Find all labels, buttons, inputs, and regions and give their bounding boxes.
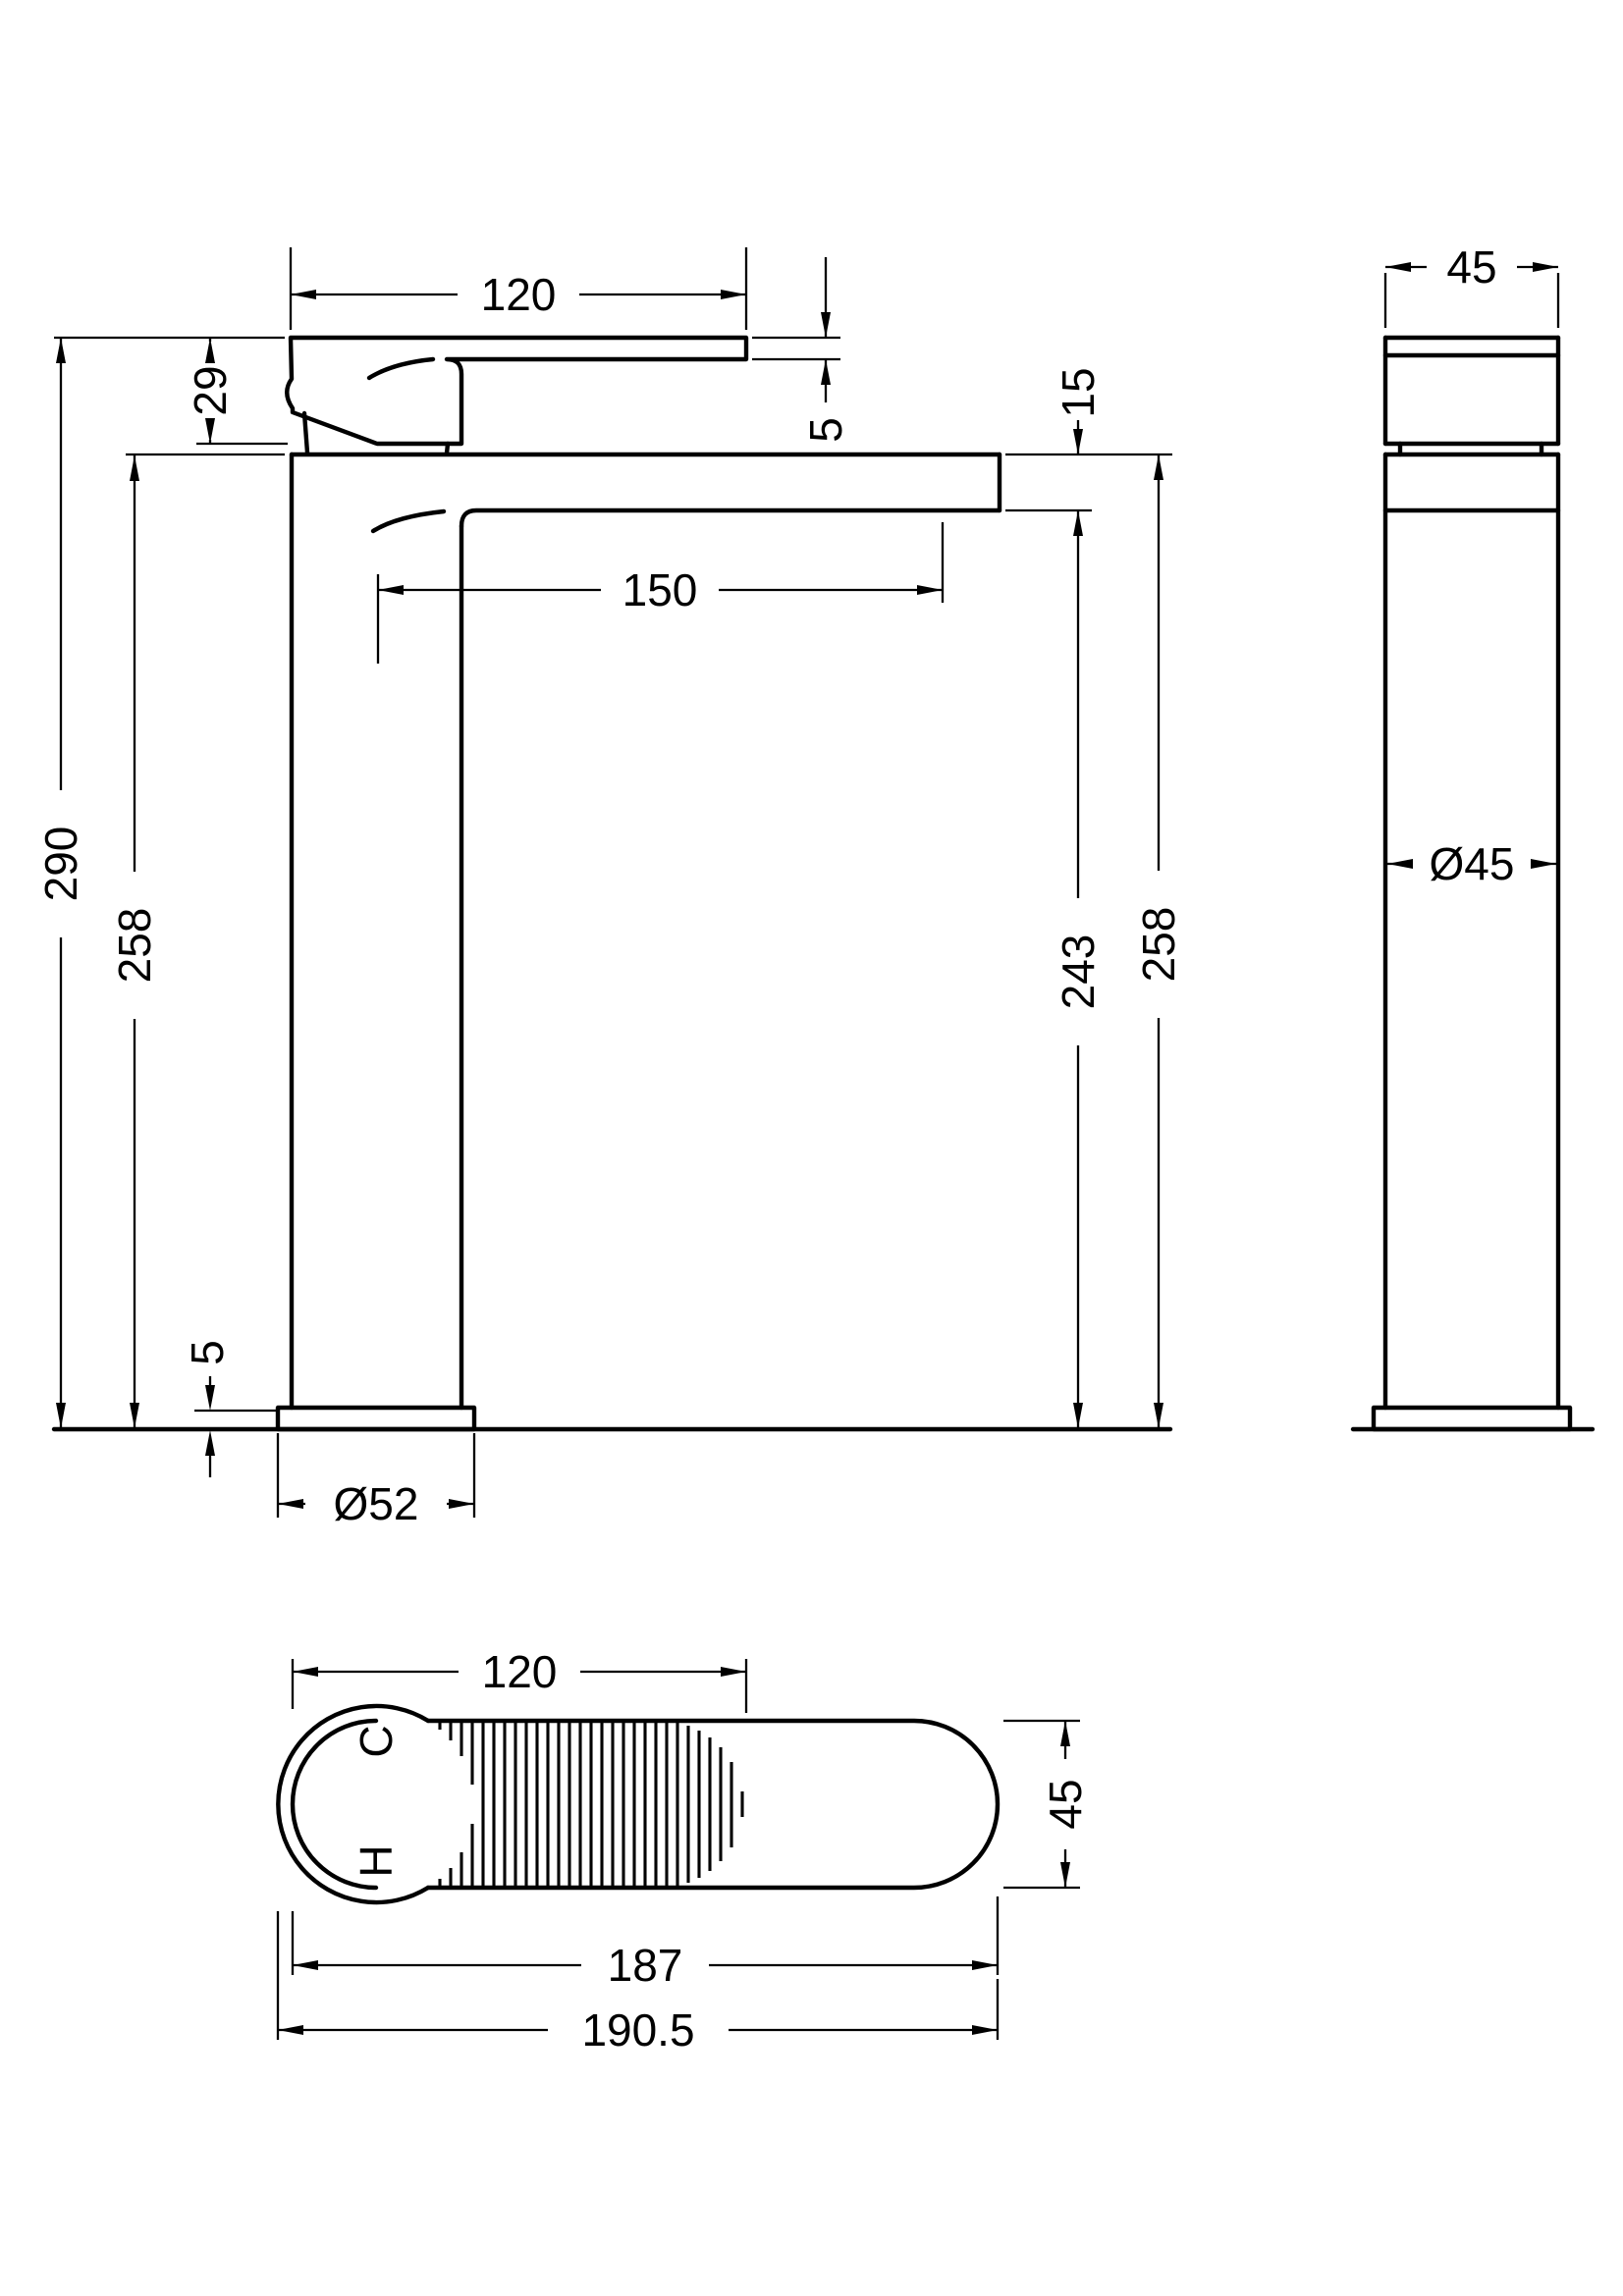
- base-plate: [278, 1408, 474, 1429]
- spout-sculpt-curve: [373, 511, 444, 531]
- label-side-column-diameter: Ø45: [1429, 838, 1515, 889]
- dimension-lines: [54, 247, 1558, 2040]
- handle-outline: [287, 338, 746, 444]
- label-cold-indicator: C: [351, 1725, 402, 1758]
- label-front-base-thickness: 5: [182, 1340, 233, 1365]
- label-front-spout-reach: 150: [622, 564, 698, 615]
- handle-body-edge: [447, 444, 448, 454]
- handle-sculpt-curve: [369, 359, 433, 378]
- dimension-arrowheads: [56, 262, 1558, 2035]
- label-front-lever-length: 120: [480, 269, 557, 320]
- label-front-height-to-spout-top-left: 258: [109, 907, 160, 984]
- label-plan-body-width: 45: [1040, 1779, 1091, 1830]
- label-front-height-to-spout-top-right: 258: [1133, 906, 1184, 983]
- label-front-lever-tip-thickness: 5: [800, 417, 851, 443]
- label-side-body-width: 45: [1446, 241, 1497, 293]
- label-plan-overall-length: 190.5: [581, 2004, 695, 2056]
- label-front-height-to-spout-underside: 243: [1053, 934, 1104, 1010]
- side-base-plate: [1374, 1408, 1570, 1429]
- label-front-total-height: 290: [35, 826, 86, 902]
- label-front-handle-height: 29: [185, 365, 236, 416]
- label-front-base-diameter: Ø52: [333, 1478, 419, 1529]
- label-hot-indicator: H: [351, 1844, 402, 1878]
- knurl-hatching: [440, 1721, 742, 1888]
- front-view: [54, 338, 1170, 1429]
- label-plan-body-length: 187: [607, 1940, 683, 1991]
- handle-skirt-edge: [304, 413, 307, 453]
- label-plan-lever-length: 120: [481, 1646, 558, 1697]
- spout-underside: [461, 510, 1000, 526]
- label-front-spout-thickness: 15: [1053, 367, 1104, 418]
- dimension-labels: [35, 241, 1514, 2056]
- extension-lines: [54, 247, 1558, 2040]
